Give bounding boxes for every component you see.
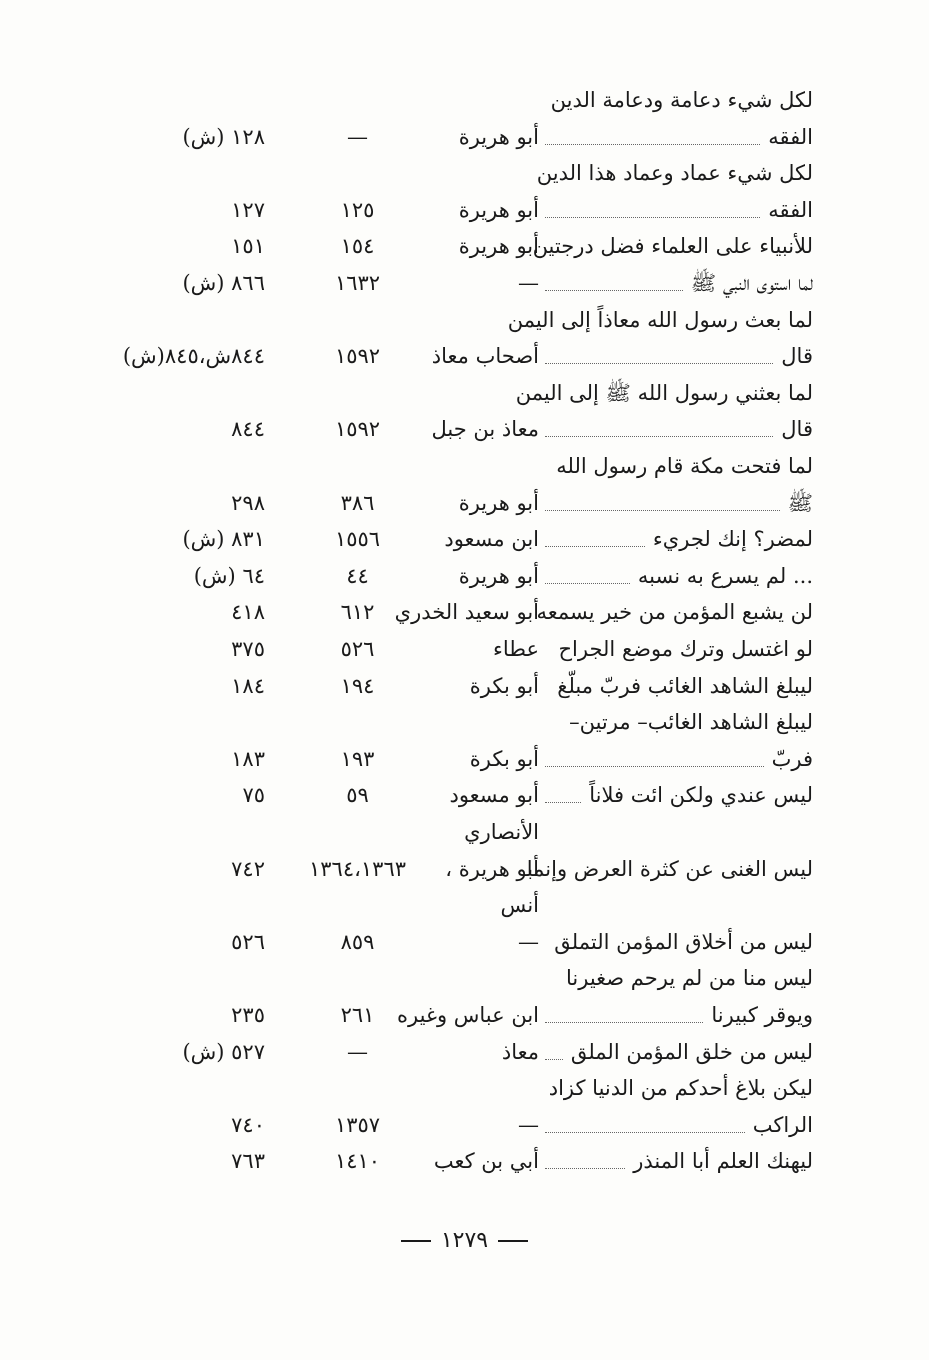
narrator: أبو هريرة <box>458 234 539 259</box>
hadith-number <box>300 373 415 413</box>
narrator: ابن عباس وغيره <box>397 1003 539 1027</box>
index-row <box>0 226 929 266</box>
index-row <box>0 336 929 376</box>
index-row <box>0 300 929 340</box>
hadith-text: الراكب <box>752 1112 813 1137</box>
page-number-ref: ١٨٣ <box>231 746 265 771</box>
index-row <box>0 812 929 852</box>
page-number-ref <box>135 885 265 925</box>
page-number-ref <box>135 812 265 852</box>
hadith-text: لكل شيء عماد وعماد هذا الدين <box>536 161 813 186</box>
hadith-text: قال <box>781 417 813 442</box>
hadith-text: الفقه <box>768 197 813 222</box>
dotted-leader <box>545 583 630 584</box>
hadith-text: لما بعثني رسول الله ﷺ إلى اليمن <box>515 380 813 405</box>
hadith-text: الفقه <box>768 124 813 149</box>
page-number-ref <box>135 958 265 998</box>
page-number-ref: ١٥١ <box>231 234 265 259</box>
page-number-ref: ٣٧٥ <box>231 637 265 661</box>
dotted-leader <box>545 144 760 145</box>
hadith-text: للأنبياء على العلماء فضل درجتين <box>532 234 813 259</box>
dotted-leader <box>545 802 581 803</box>
hadith-text: ليس عندي ولكن ائت فلاناً <box>589 783 813 808</box>
index-row <box>0 1105 929 1145</box>
page-number-ref <box>135 446 265 486</box>
page-number-ref: ٢٣٥ <box>231 1003 265 1027</box>
page-number-ref <box>135 80 265 120</box>
hadith-text: ليس الغنى عن كثرة العرض وإنما <box>526 856 813 881</box>
page-number-ref: ٢٩٨ <box>231 490 265 515</box>
page-number-ref <box>135 1068 265 1108</box>
hadith-number: ١٣٥٧ <box>334 1112 381 1137</box>
narrator: — <box>518 1112 539 1137</box>
hadith-text: قال <box>781 344 813 369</box>
narrator: أبي بن كعب <box>433 1149 539 1174</box>
index-row <box>0 1141 929 1181</box>
page-number-ref: ٨٤٤ش،٨٤٥(ش) <box>122 344 265 369</box>
page-number-ref <box>135 300 265 340</box>
page-number-ref: ١٨٤ <box>231 673 265 698</box>
hadith-number <box>300 702 415 742</box>
hadith-number: ٦١٢ <box>340 600 375 625</box>
hadith-text: لما بعث رسول الله معاذاً إلى اليمن <box>507 307 813 332</box>
hadith-number: ٥٩ <box>346 783 369 808</box>
hadith-number: ١٥٩٢ <box>334 417 381 442</box>
hadith-text: لكل شيء دعامة ودعامة الدين <box>550 88 813 112</box>
page-number-ref <box>135 702 265 742</box>
hadith-number <box>300 958 415 998</box>
dotted-leader <box>545 363 773 364</box>
hadith-text: ويوقر كبيرنا <box>711 1003 813 1027</box>
hadith-number: ١٥٩٢ <box>334 344 381 369</box>
page-number-ref: ٧٥ <box>242 783 265 808</box>
narrator: أنس <box>500 893 539 918</box>
dotted-leader <box>545 1168 625 1169</box>
narrator: — <box>518 271 539 295</box>
hadith-number: ٣٨٦ <box>340 490 375 515</box>
hadith-text: ليس من خلق المؤمن الملق <box>570 1039 813 1064</box>
hadith-number: ١٤١٠ <box>334 1149 381 1174</box>
narrator: أبو هريرة <box>458 563 539 588</box>
dotted-leader <box>545 510 780 511</box>
hadith-number: ٥٢٦ <box>340 637 375 661</box>
dotted-leader <box>545 290 683 291</box>
hadith-text: ليس من أخلاق المؤمن التملق <box>554 929 813 954</box>
hadith-number: ٢٦١ <box>340 1003 375 1027</box>
hadith-number: ١٣٦٤،١٣٦٣ <box>308 856 406 881</box>
index-row <box>0 190 929 230</box>
page-number-ref <box>135 153 265 193</box>
page-number-ref: ١٢٧ <box>231 197 265 222</box>
hadith-number: — <box>347 1039 368 1064</box>
index-row <box>0 592 929 632</box>
index-row <box>0 995 929 1035</box>
hadith-number <box>300 446 415 486</box>
hadith-text: ليبلغ الشاهد الغائب– مرتين– <box>569 710 813 735</box>
hadith-text: ﷺ <box>787 490 813 515</box>
narrator: عطاء <box>492 637 539 661</box>
page-number-ref: ٥٢٦ <box>231 929 265 954</box>
hadith-number: ١٥٥٦ <box>334 527 381 552</box>
page-number-ref: ٧٤٠ <box>231 1112 265 1137</box>
page-number-ref: ٧٤٢ <box>231 856 265 881</box>
page-footer <box>0 1228 929 1253</box>
page-number-ref: ٤١٨ <box>231 600 265 625</box>
hadith-text: ليس منا من لم يرحم صغيرنا <box>566 966 813 991</box>
hadith-text: لما فتحت مكة قام رسول الله <box>556 454 813 478</box>
hadith-number <box>300 153 415 193</box>
index-row <box>0 849 929 889</box>
dotted-leader <box>545 766 764 767</box>
page-number-ref: ٨٦٦ (ش) <box>182 271 265 295</box>
page-number-ref: ٨٤٤ <box>231 417 265 442</box>
index-row <box>0 80 929 120</box>
page-number-ref: ٨٣١ (ش) <box>182 527 265 552</box>
dotted-leader <box>545 217 760 218</box>
footer-dash-right <box>498 1240 528 1242</box>
hadith-text: لو اغتسل وترك موضع الجراح <box>558 637 813 661</box>
dotted-leader <box>545 1059 563 1060</box>
hadith-text: لما استوى النبي ﷺ <box>690 271 813 295</box>
hadith-text: ليكن بلاغ أحدكم من الدنيا كزاد <box>548 1076 813 1101</box>
dotted-leader <box>545 1132 745 1133</box>
hadith-text: ليبلغ الشاهد الغائب فربّ مبلّغ <box>557 673 813 698</box>
narrator: أبو هريرة <box>458 490 539 515</box>
dotted-leader <box>545 546 645 547</box>
narrator: أبو هريرة ، <box>445 856 539 881</box>
narrator: أبو بكرة <box>469 746 539 771</box>
index-row <box>0 483 929 523</box>
narrator: أبو بكرة <box>469 673 539 698</box>
index-row <box>0 666 929 706</box>
page-number: ١٢٧٩ <box>440 1228 489 1253</box>
narrator: أبو سعيد الخدري <box>394 600 539 625</box>
hadith-number: ١٢٥ <box>340 197 375 222</box>
page-number-ref: ٥٢٧ (ش) <box>182 1039 265 1064</box>
hadith-number <box>300 885 415 925</box>
index-row <box>0 885 929 925</box>
hadith-number: ١٩٣ <box>340 746 375 771</box>
index-row <box>0 775 929 815</box>
footer-dash-left <box>401 1240 431 1242</box>
hadith-number: ١٥٤ <box>340 234 375 259</box>
hadith-number: — <box>347 124 368 149</box>
page-number-ref: ٧٦٣ <box>231 1149 265 1174</box>
narrator: معاذ <box>501 1039 539 1064</box>
hadith-text: ليهنك العلم أبا المنذر <box>633 1149 813 1174</box>
index-row <box>0 373 929 413</box>
hadith-number <box>300 80 415 120</box>
hadith-number: ١٩٤ <box>340 673 375 698</box>
hadith-text: ... لم يسرع به نسبه <box>637 563 813 588</box>
narrator: معاذ بن جبل <box>431 417 539 442</box>
dotted-leader <box>545 1022 703 1023</box>
hadith-number: ٨٥٩ <box>340 929 375 954</box>
hadith-number <box>300 1068 415 1108</box>
page-number-ref <box>135 373 265 413</box>
page-number-ref: ٦٤ (ش) <box>193 563 265 588</box>
index-row <box>0 556 929 596</box>
index-row <box>0 958 929 998</box>
hadith-text: لن يشبع المؤمن من خير يسمعه <box>536 600 813 625</box>
index-row <box>0 409 929 449</box>
index-row <box>0 153 929 193</box>
hadith-text: لمضر؟ إنك لجريء <box>652 527 813 552</box>
dotted-leader <box>545 436 773 437</box>
hadith-number <box>300 812 415 852</box>
narrator: أبو هريرة <box>458 197 539 222</box>
narrator: أبو مسعود <box>449 783 539 808</box>
index-row <box>0 1068 929 1108</box>
index-row <box>0 1032 929 1072</box>
index-row <box>0 263 929 303</box>
index-row <box>0 117 929 157</box>
narrator: أبو هريرة <box>458 124 539 149</box>
index-row <box>0 739 929 779</box>
hadith-number <box>300 300 415 340</box>
narrator: الأنصاري <box>464 820 539 844</box>
narrator: — <box>518 929 539 954</box>
index-row <box>0 702 929 742</box>
narrator: أصحاب معاذ <box>431 344 539 369</box>
index-row <box>0 446 929 486</box>
index-row <box>0 519 929 559</box>
narrator: ابن مسعود <box>444 527 539 552</box>
hadith-number: ٤٤ <box>346 563 369 588</box>
page-number-ref: ١٢٨ (ش) <box>182 124 265 149</box>
index-row <box>0 922 929 962</box>
hadith-text: فربّ <box>771 746 813 771</box>
index-row <box>0 629 929 669</box>
hadith-number: ١٦٣٢ <box>334 271 381 295</box>
